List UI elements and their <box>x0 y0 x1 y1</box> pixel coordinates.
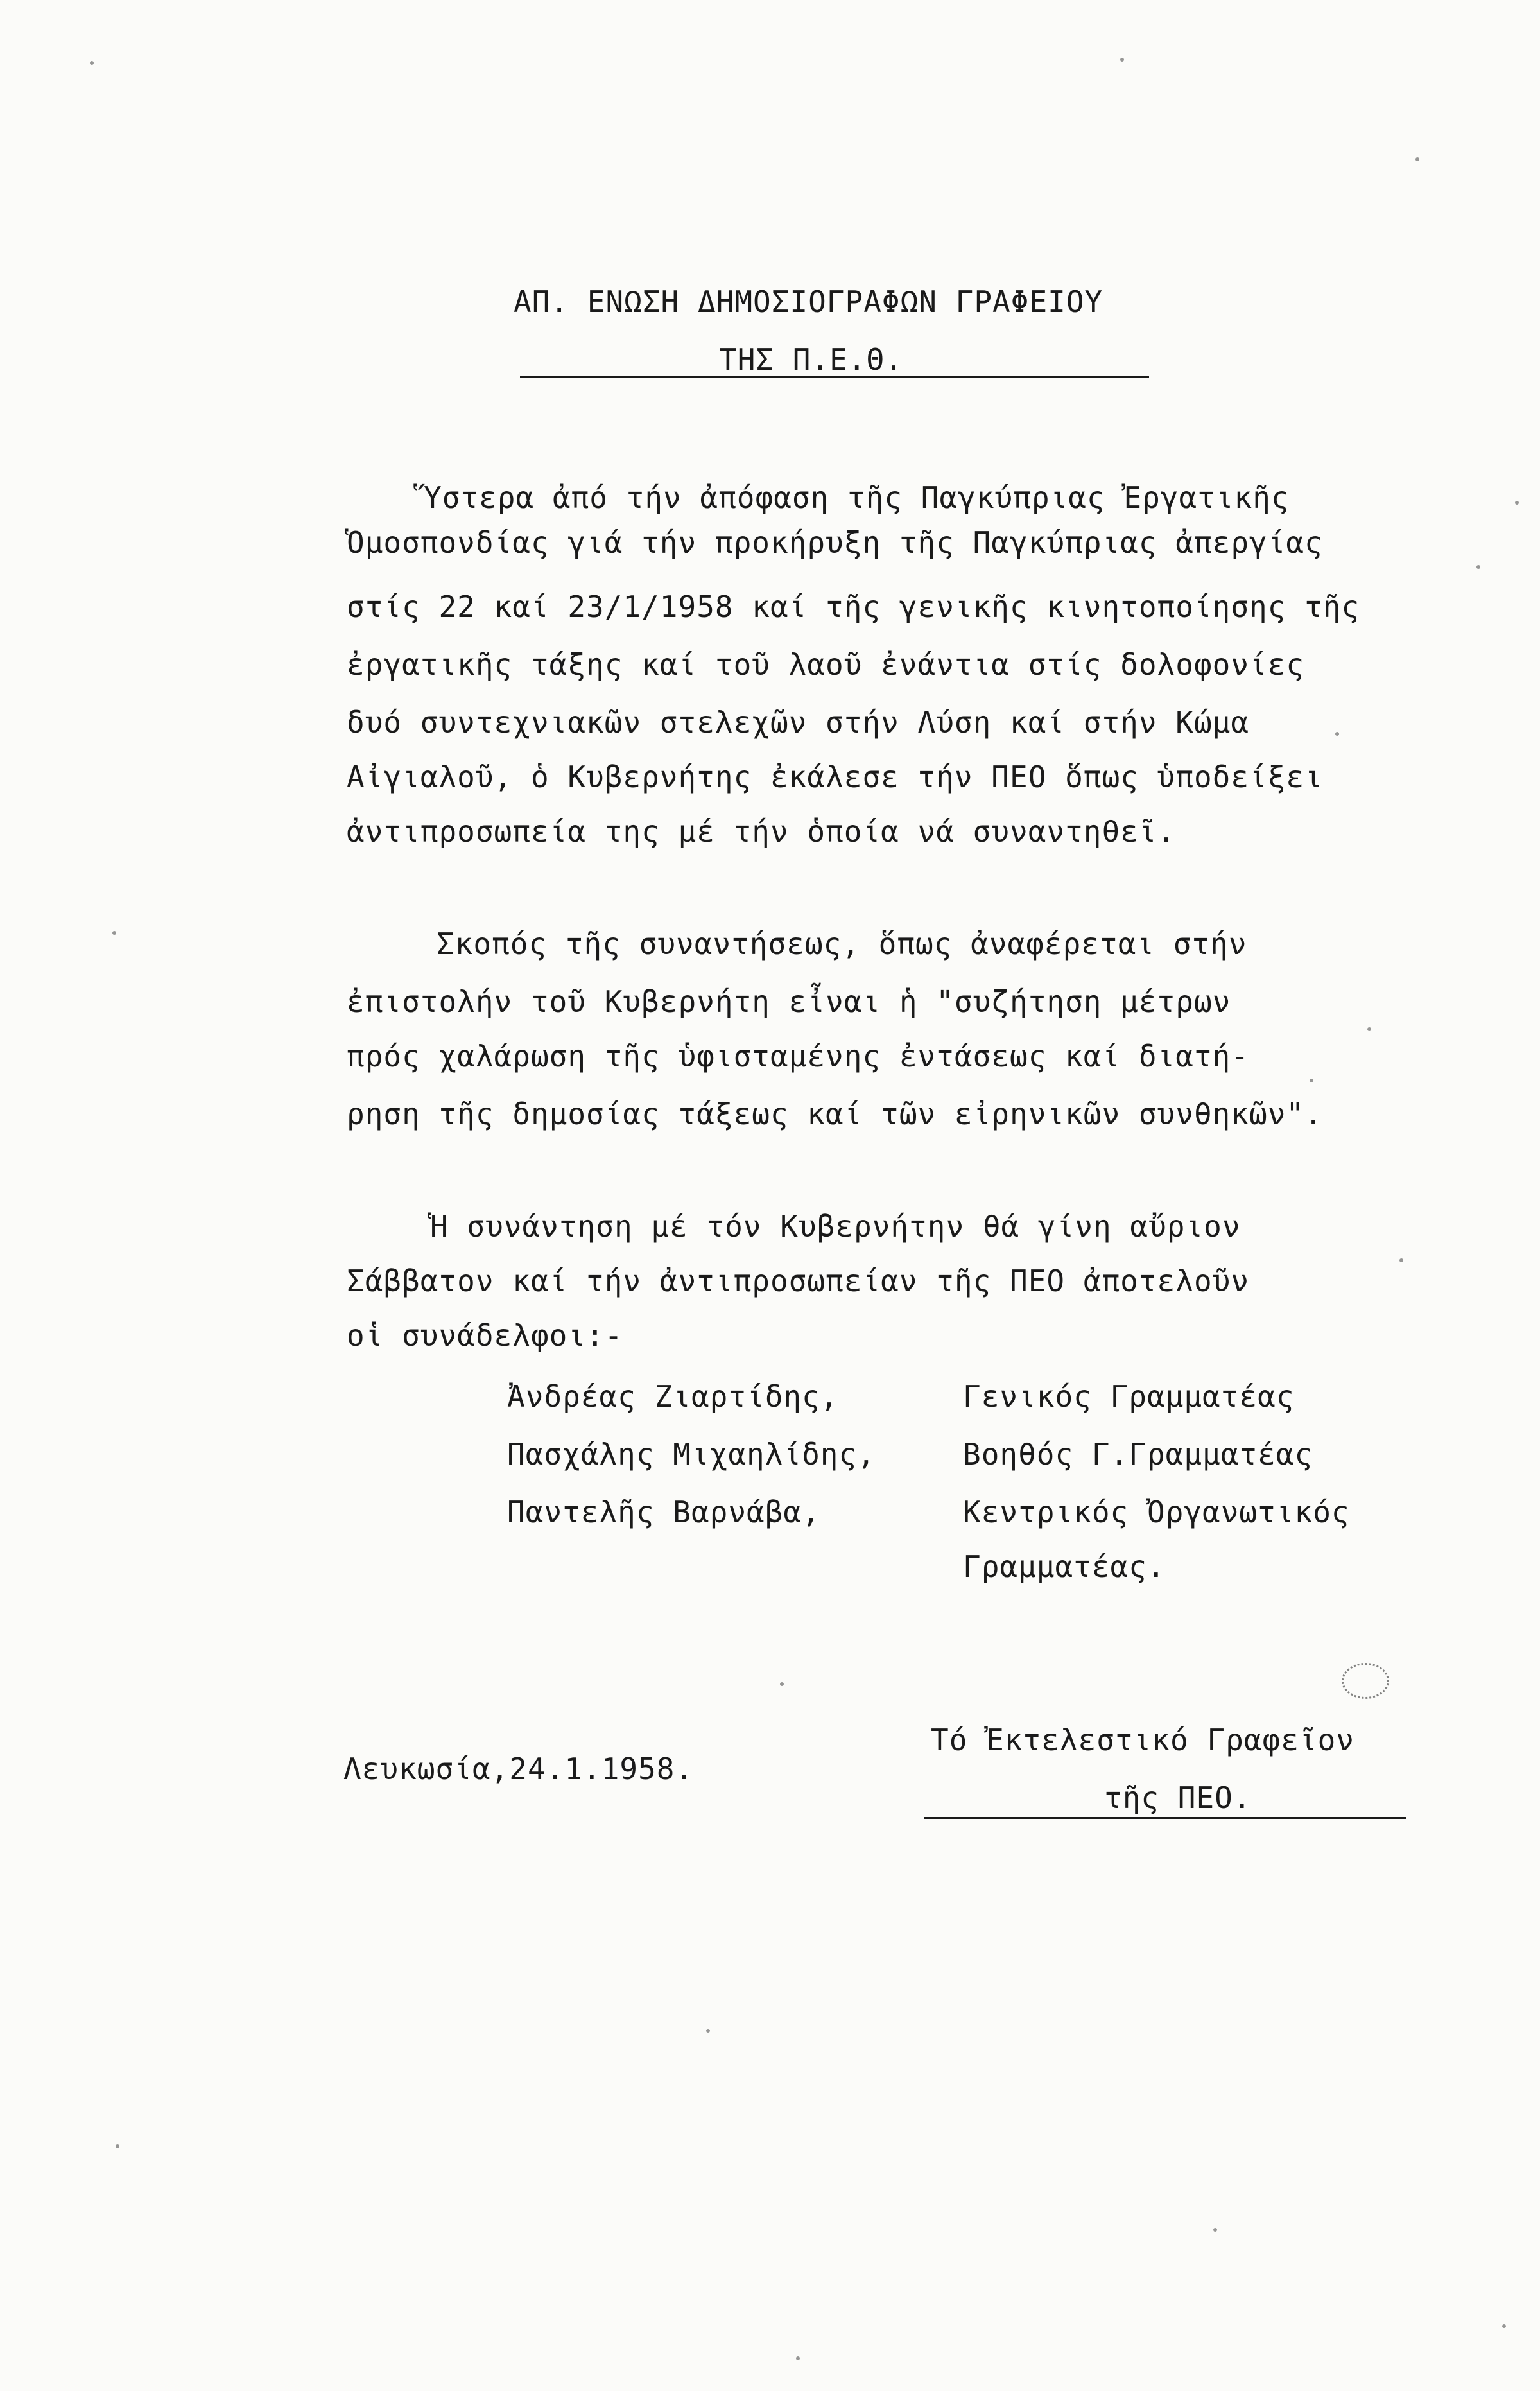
delegate-name: Ἀνδρέας Ζιαρτίδης, <box>507 1379 839 1414</box>
scan-speck <box>1213 2228 1217 2232</box>
signature-underline <box>924 1817 1406 1819</box>
scan-speck <box>1415 157 1419 161</box>
paragraph-1-line: Αἰγιαλοῦ, ὁ Κυβερνήτης ἐκάλεσε τήν ΠΕΟ ὅπως ὑποδείξει <box>347 760 1323 794</box>
scan-speck <box>1120 58 1124 62</box>
paragraph-1-line: ἀντιπροσωπεία της μέ τήν ὁποία νά συναντηθεῖ. <box>347 814 1176 849</box>
delegate-role-continued: Γραμματέας. <box>963 1549 1166 1584</box>
scan-speck <box>1502 2324 1506 2328</box>
header-underline <box>520 376 1149 378</box>
paragraph-2-line: πρός χαλάρωση τῆς ὑφισταμένης ἐντάσεως καί διατή- <box>347 1039 1250 1074</box>
signature-line-2: τῆς ΠΕΟ. <box>1104 1780 1252 1815</box>
scan-speck <box>796 2356 800 2360</box>
paragraph-1-line: ἐργατικῆς τάξης καί τοῦ λαοῦ ἐνάντια στίς δολοφονίες <box>347 647 1305 682</box>
scan-speck <box>112 931 116 935</box>
header-line-1: ΑΠ. ΕΝΩΣΗ ΔΗΜΟΣΙΟΓΡΑΦΩΝ ΓΡΑΦΕΙΟΥ <box>514 284 1103 319</box>
paragraph-1-line: Ὕστερα ἀπό τήν ἀπόφαση τῆς Παγκύπριας Ἐργατικῆς <box>424 480 1290 515</box>
scan-speck <box>1310 1079 1313 1082</box>
header-line-2: ΤΗΣ Π.Ε.Θ. <box>719 342 903 377</box>
scan-speck <box>1476 565 1480 569</box>
paragraph-3-line: Ἡ συνάντηση μέ τόν Κυβερνήτην θά γίνη αὔριον <box>430 1209 1241 1244</box>
scan-speck <box>90 61 94 65</box>
paragraph-2-line: ρηση τῆς δημοσίας τάξεως καί τῶν εἰρηνικῶν συνθηκῶν". <box>347 1097 1323 1131</box>
delegate-role: Κεντρικός Ὀργανωτικός <box>963 1495 1350 1529</box>
delegate-role: Γενικός Γραμματέας <box>963 1379 1295 1414</box>
paragraph-1-line: στίς 22 καί 23/1/1958 καί τῆς γενικῆς κινητοποίησης τῆς <box>347 589 1360 624</box>
paragraph-1-line: δυό συντεχνιακῶν στελεχῶν στήν Λύση καί στήν Κώμα <box>347 705 1250 740</box>
stamp-mark <box>1342 1663 1389 1699</box>
scan-speck <box>780 1682 784 1686</box>
signature-line-1: Τό Ἐκτελεστικό Γραφεῖον <box>931 1723 1354 1757</box>
delegate-role: Βοηθός Γ.Γραμματέας <box>963 1437 1313 1472</box>
paragraph-1-line: Ὁμοσπονδίας γιά τήν προκήρυξη τῆς Παγκύπριας ἀπεργίας <box>347 525 1323 560</box>
paragraph-2-line: ἐπιστολήν τοῦ Κυβερνήτη εἶναι ἡ "συζήτηση μέτρων <box>347 984 1231 1019</box>
paragraph-3-line: Σάββατον καί τήν ἀντιπροσωπείαν τῆς ΠΕΟ ἀποτελοῦν <box>347 1264 1250 1298</box>
delegate-name: Πασχάλης Μιχαηλίδης, <box>507 1437 876 1472</box>
place-date: Λευκωσία,24.1.1958. <box>343 1752 694 1786</box>
scan-speck <box>1367 1027 1371 1031</box>
scan-speck <box>1335 732 1339 736</box>
delegate-name: Παντελῆς Βαρνάβα, <box>507 1495 820 1529</box>
paragraph-3-line: οἱ συνάδελφοι:- <box>347 1318 623 1353</box>
scan-speck <box>1515 501 1519 505</box>
scan-speck <box>706 2029 710 2033</box>
scan-speck <box>116 2144 119 2148</box>
scan-speck <box>1399 1258 1403 1262</box>
paragraph-2-line: Σκοπός τῆς συναντήσεως, ὅπως ἀναφέρεται στήν <box>437 926 1247 961</box>
